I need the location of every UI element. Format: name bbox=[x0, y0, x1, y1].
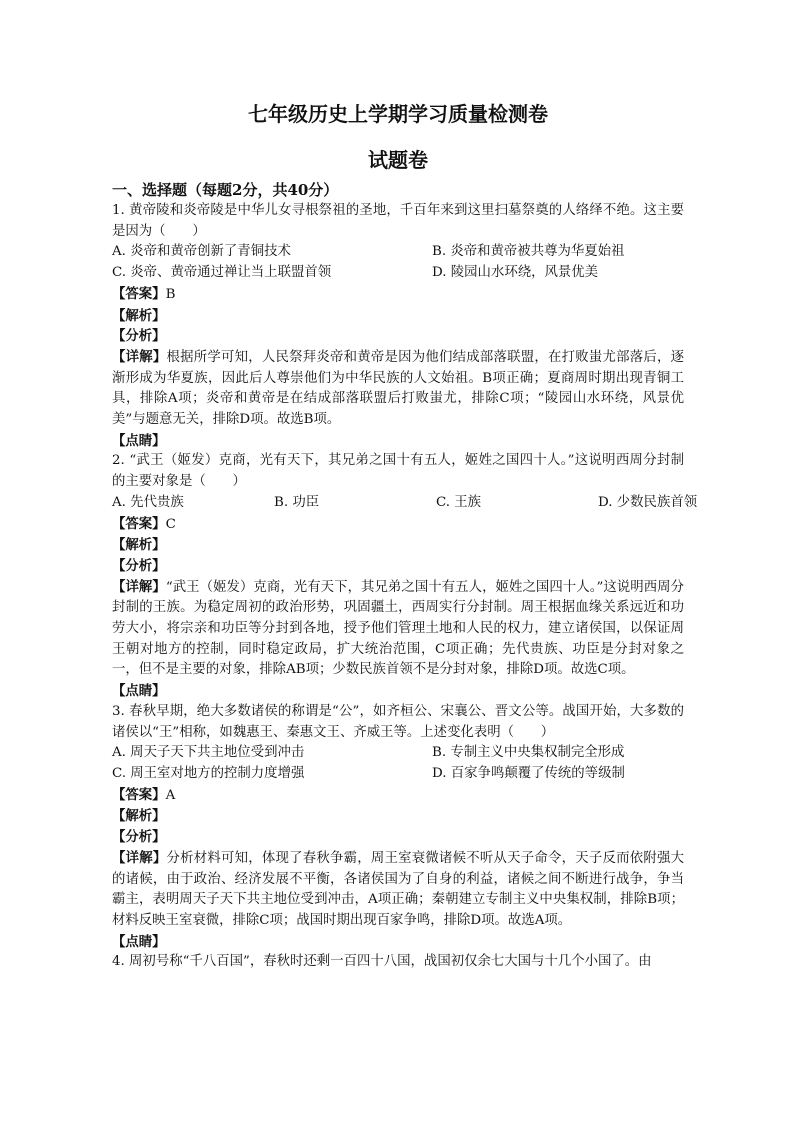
answer-label: 【答案】 bbox=[112, 786, 166, 803]
analysis-label: 【解析】 bbox=[112, 808, 166, 825]
comment-label: 【点睛】 bbox=[112, 432, 166, 449]
question-2-option-d: D. 少数民族首领 bbox=[598, 494, 698, 510]
analysis-label: 【解析】 bbox=[112, 307, 166, 324]
question-3-stem: 3. 春秋早期，绝大多数诸侯的称谓是“公”，如齐桓公、宋襄公、晋文公等。战国开始，大多数的诸侯以“王”相称，如魏惠王、秦惠文王、齐威王等。上述变化表明（ ） bbox=[112, 703, 684, 740]
exam-page bbox=[112, 100, 698, 973]
question-1-option-d: D. 陵园山水环绕，风景优美 bbox=[432, 265, 599, 281]
comment-label: 【点睛】 bbox=[112, 683, 166, 700]
question-1-option-b: B. 炎帝和黄帝被共尊为华夏始祖 bbox=[432, 244, 625, 260]
question-4 bbox=[112, 952, 684, 973]
question-3-options bbox=[112, 743, 684, 784]
question-2 bbox=[112, 451, 698, 701]
detail-text: “武王（姬发）克商，光有天下，其兄弟之国十有五人，姬姓之国四十人。”这说明西周分封制的王族。为稳定周初的政治形势，巩固疆土，西周实行分封制。周王根据血缘关系远近和功劳大小，将宗亲和功臣等分封到各地，授予他们管理土地和人民的权力，建立诸侯国，以保证周王朝对地方的控制，同时稳定政局，扩大统治范围，C项正确；先代贵族、功臣是分封对象之一，但不是主要的对象，排除AB项；少数民族首领不是分封对象，排除D项。故选C项。 bbox=[112, 579, 684, 678]
section-heading: 一、选择题（每题2分，共40分） bbox=[112, 181, 339, 199]
question-3-option-c: C. 周王室对地方的控制力度增强 bbox=[112, 765, 305, 781]
question-3 bbox=[112, 702, 684, 952]
page-subtitle: 试题卷 bbox=[368, 148, 428, 172]
question-3-answer bbox=[112, 785, 684, 807]
answer-value: A bbox=[165, 787, 176, 803]
question-1-stem: 1. 黄帝陵和炎帝陵是中华儿女寻根祭祖的圣地，千百年来到这里扫墓祭奠的人络绎不绝。这主要是因为（ ） bbox=[112, 203, 684, 239]
question-2-stem: 2. “武王（姬发）克商，光有天下，其兄弟之国十有五人，姬姓之国四十人。”这说明西周分封制的主要对象是（ ） bbox=[112, 453, 684, 490]
detail-label: 【详解】 bbox=[112, 348, 167, 365]
page-title: 七年级历史上学期学习质量检测卷 bbox=[248, 102, 548, 126]
detail-text: 根据所学可知，人民祭拜炎帝和黄帝是因为他们结成部落联盟，在打败蚩尤部落后，逐渐形成为华夏族，因此后人尊崇他们为中华民族的人文始祖。B项正确；夏商周时期出现青铜工具，排除A项；炎帝和黄帝是在结成部落联盟后打败蚩尤，排除C项；“陵园山水环绕，风景优美”与题意无关，排除D项。故选B项。 bbox=[112, 349, 684, 428]
question-1-answer bbox=[112, 284, 684, 306]
question-2-option-b: B. 功臣 bbox=[274, 494, 320, 510]
question-3-option-b: B. 专制主义中央集权制完全形成 bbox=[432, 745, 625, 761]
question-3-detail bbox=[112, 848, 684, 932]
answer-value: B bbox=[165, 286, 176, 302]
question-2-options bbox=[112, 493, 698, 514]
question-2-answer bbox=[112, 514, 684, 536]
comment-label: 【点睛】 bbox=[112, 933, 166, 950]
question-1-option-c: C. 炎帝、黄帝通过禅让当上联盟首领 bbox=[112, 265, 332, 281]
question-2-detail bbox=[112, 577, 684, 682]
analysis-label: 【解析】 bbox=[112, 537, 166, 554]
fenxi-label: 【分析】 bbox=[112, 328, 166, 345]
question-3-option-d: D. 百家争鸣颠覆了传统的等级制 bbox=[432, 765, 625, 781]
fenxi-label: 【分析】 bbox=[112, 829, 166, 846]
answer-label: 【答案】 bbox=[112, 285, 166, 302]
question-1-options bbox=[112, 242, 684, 283]
question-3-option-a: A. 周天子天下共主地位受到冲击 bbox=[112, 745, 305, 761]
detail-text: 分析材料可知，体现了春秋争霸，周王室衰微诸候不听从天子命令，天子反而依附强大的诸候，由于政治、经济发展不平衡，各诸侯国为了自身的利益，诸候之间不断进行战争，争当霸主，表明周天子天下共主地位受到冲击，A项正确；秦朝建立专制主义中央集权制，排除B项；材料反映王室衰微，排除C项；战国时期出现百家争鸣，排除D项。故选A项。 bbox=[112, 850, 684, 928]
question-4-stem: 4. 周初号称“千八百国”，春秋时还剩一百四十八国，战国初仅余七大国与十几个小国了。由 bbox=[112, 954, 652, 970]
question-2-option-c: C. 王族 bbox=[436, 494, 482, 510]
question-1 bbox=[112, 201, 684, 451]
detail-label: 【详解】 bbox=[112, 849, 167, 866]
detail-label: 【详解】 bbox=[112, 578, 166, 595]
answer-value: C bbox=[165, 516, 176, 532]
question-2-option-a: A. 先代贵族 bbox=[112, 494, 184, 510]
fenxi-label: 【分析】 bbox=[112, 557, 166, 574]
question-1-detail bbox=[112, 347, 684, 431]
answer-label: 【答案】 bbox=[112, 515, 166, 532]
question-1-option-a: A. 炎帝和黄帝创新了青铜技术 bbox=[112, 244, 291, 260]
